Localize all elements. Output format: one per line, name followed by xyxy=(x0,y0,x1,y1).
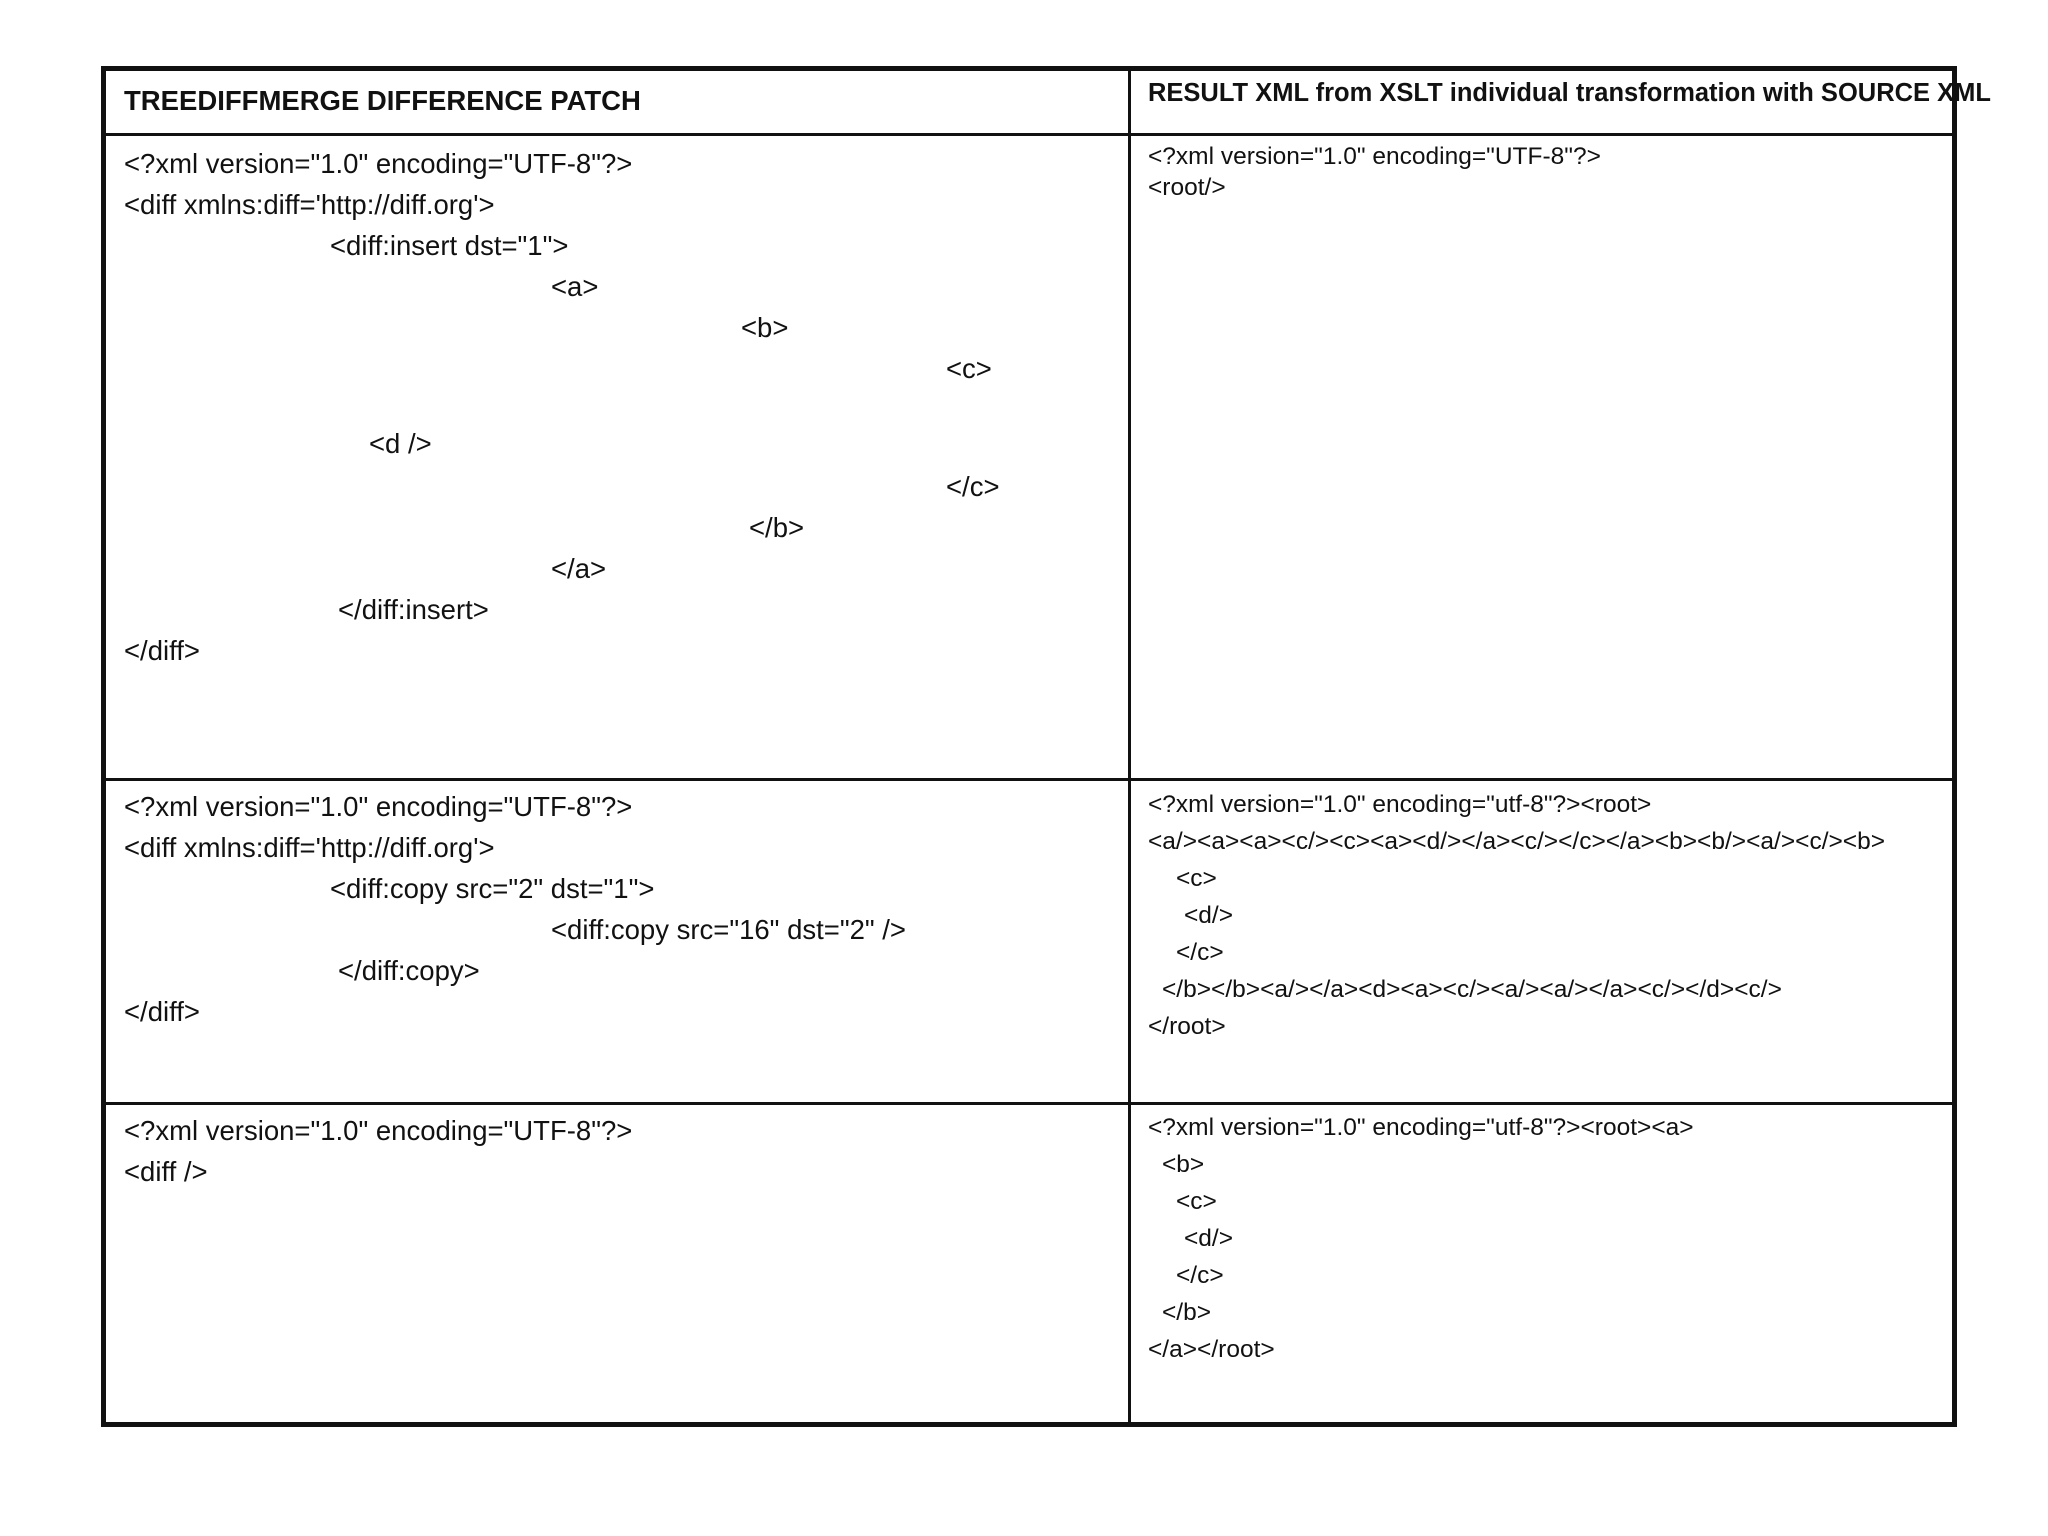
code-line: </diff:insert> xyxy=(338,594,489,625)
comparison-table xyxy=(101,66,1991,1427)
code-line: </diff> xyxy=(124,635,200,666)
code-line: <b> xyxy=(1162,1151,1205,1178)
code-line: <d/> xyxy=(1184,1225,1234,1252)
code-line: </root> xyxy=(1148,1013,1226,1040)
code-line: <?xml version="1.0" encoding="utf-8"?><root> xyxy=(1148,791,1652,818)
code-line: </a> xyxy=(551,553,607,584)
code-line: </c> xyxy=(1176,1262,1224,1289)
code-line: <?xml version="1.0" encoding="utf-8"?><root><a> xyxy=(1148,1114,1694,1141)
code-line: <diff:copy src="16" dst="2" /> xyxy=(551,914,906,945)
code-line: </b> xyxy=(1162,1299,1212,1326)
code-line: </c> xyxy=(946,471,1000,502)
code-line: <c> xyxy=(1176,1188,1217,1215)
code-line: <?xml version="1.0" encoding="UTF-8"?> xyxy=(1148,143,1601,170)
code-line: <diff /> xyxy=(124,1156,208,1187)
code-line: <diff:copy src="2" dst="1"> xyxy=(330,873,655,904)
code-line: <a> xyxy=(551,271,599,302)
column-divider xyxy=(1128,71,1131,1422)
code-line: <diff xmlns:diff='http://diff.org'> xyxy=(124,832,495,863)
code-line: <diff:insert dst="1"> xyxy=(330,230,569,261)
code-line: </c> xyxy=(1176,939,1224,966)
code-line: <c> xyxy=(1176,865,1217,892)
header-divider xyxy=(106,133,1952,136)
code-line: <c> xyxy=(946,353,992,384)
patch-column-header: TREEDIFFMERGE DIFFERENCE PATCH xyxy=(124,85,641,116)
code-line: <?xml version="1.0" encoding="UTF-8"?> xyxy=(124,1115,633,1146)
code-line: <d /> xyxy=(369,428,432,459)
code-line: </diff> xyxy=(124,996,200,1027)
code-line: <d/> xyxy=(1184,902,1234,929)
code-line: <?xml version="1.0" encoding="UTF-8"?> xyxy=(124,148,633,179)
code-line: <a/><a><a><c/><c><a><d/></a><c/></c></a><b><b/><a/><c/><b> xyxy=(1148,828,1886,855)
code-line: <b> xyxy=(741,312,789,343)
code-line: <?xml version="1.0" encoding="UTF-8"?> xyxy=(124,791,633,822)
code-line: </b></b><a/></a><d><a><c/><a/><a/></a><c/></d><c/> xyxy=(1162,976,1782,1003)
result-column-header: RESULT XML from XSLT individual transformation with SOURCE XML xyxy=(1148,79,1991,107)
code-line: </b> xyxy=(749,512,805,543)
code-line: <root/> xyxy=(1148,174,1226,201)
code-line: <diff xmlns:diff='http://diff.org'> xyxy=(124,189,495,220)
code-line: </diff:copy> xyxy=(338,955,480,986)
row-divider-1 xyxy=(106,778,1952,781)
row-divider-2 xyxy=(106,1102,1952,1105)
code-line: </a></root> xyxy=(1148,1336,1275,1363)
